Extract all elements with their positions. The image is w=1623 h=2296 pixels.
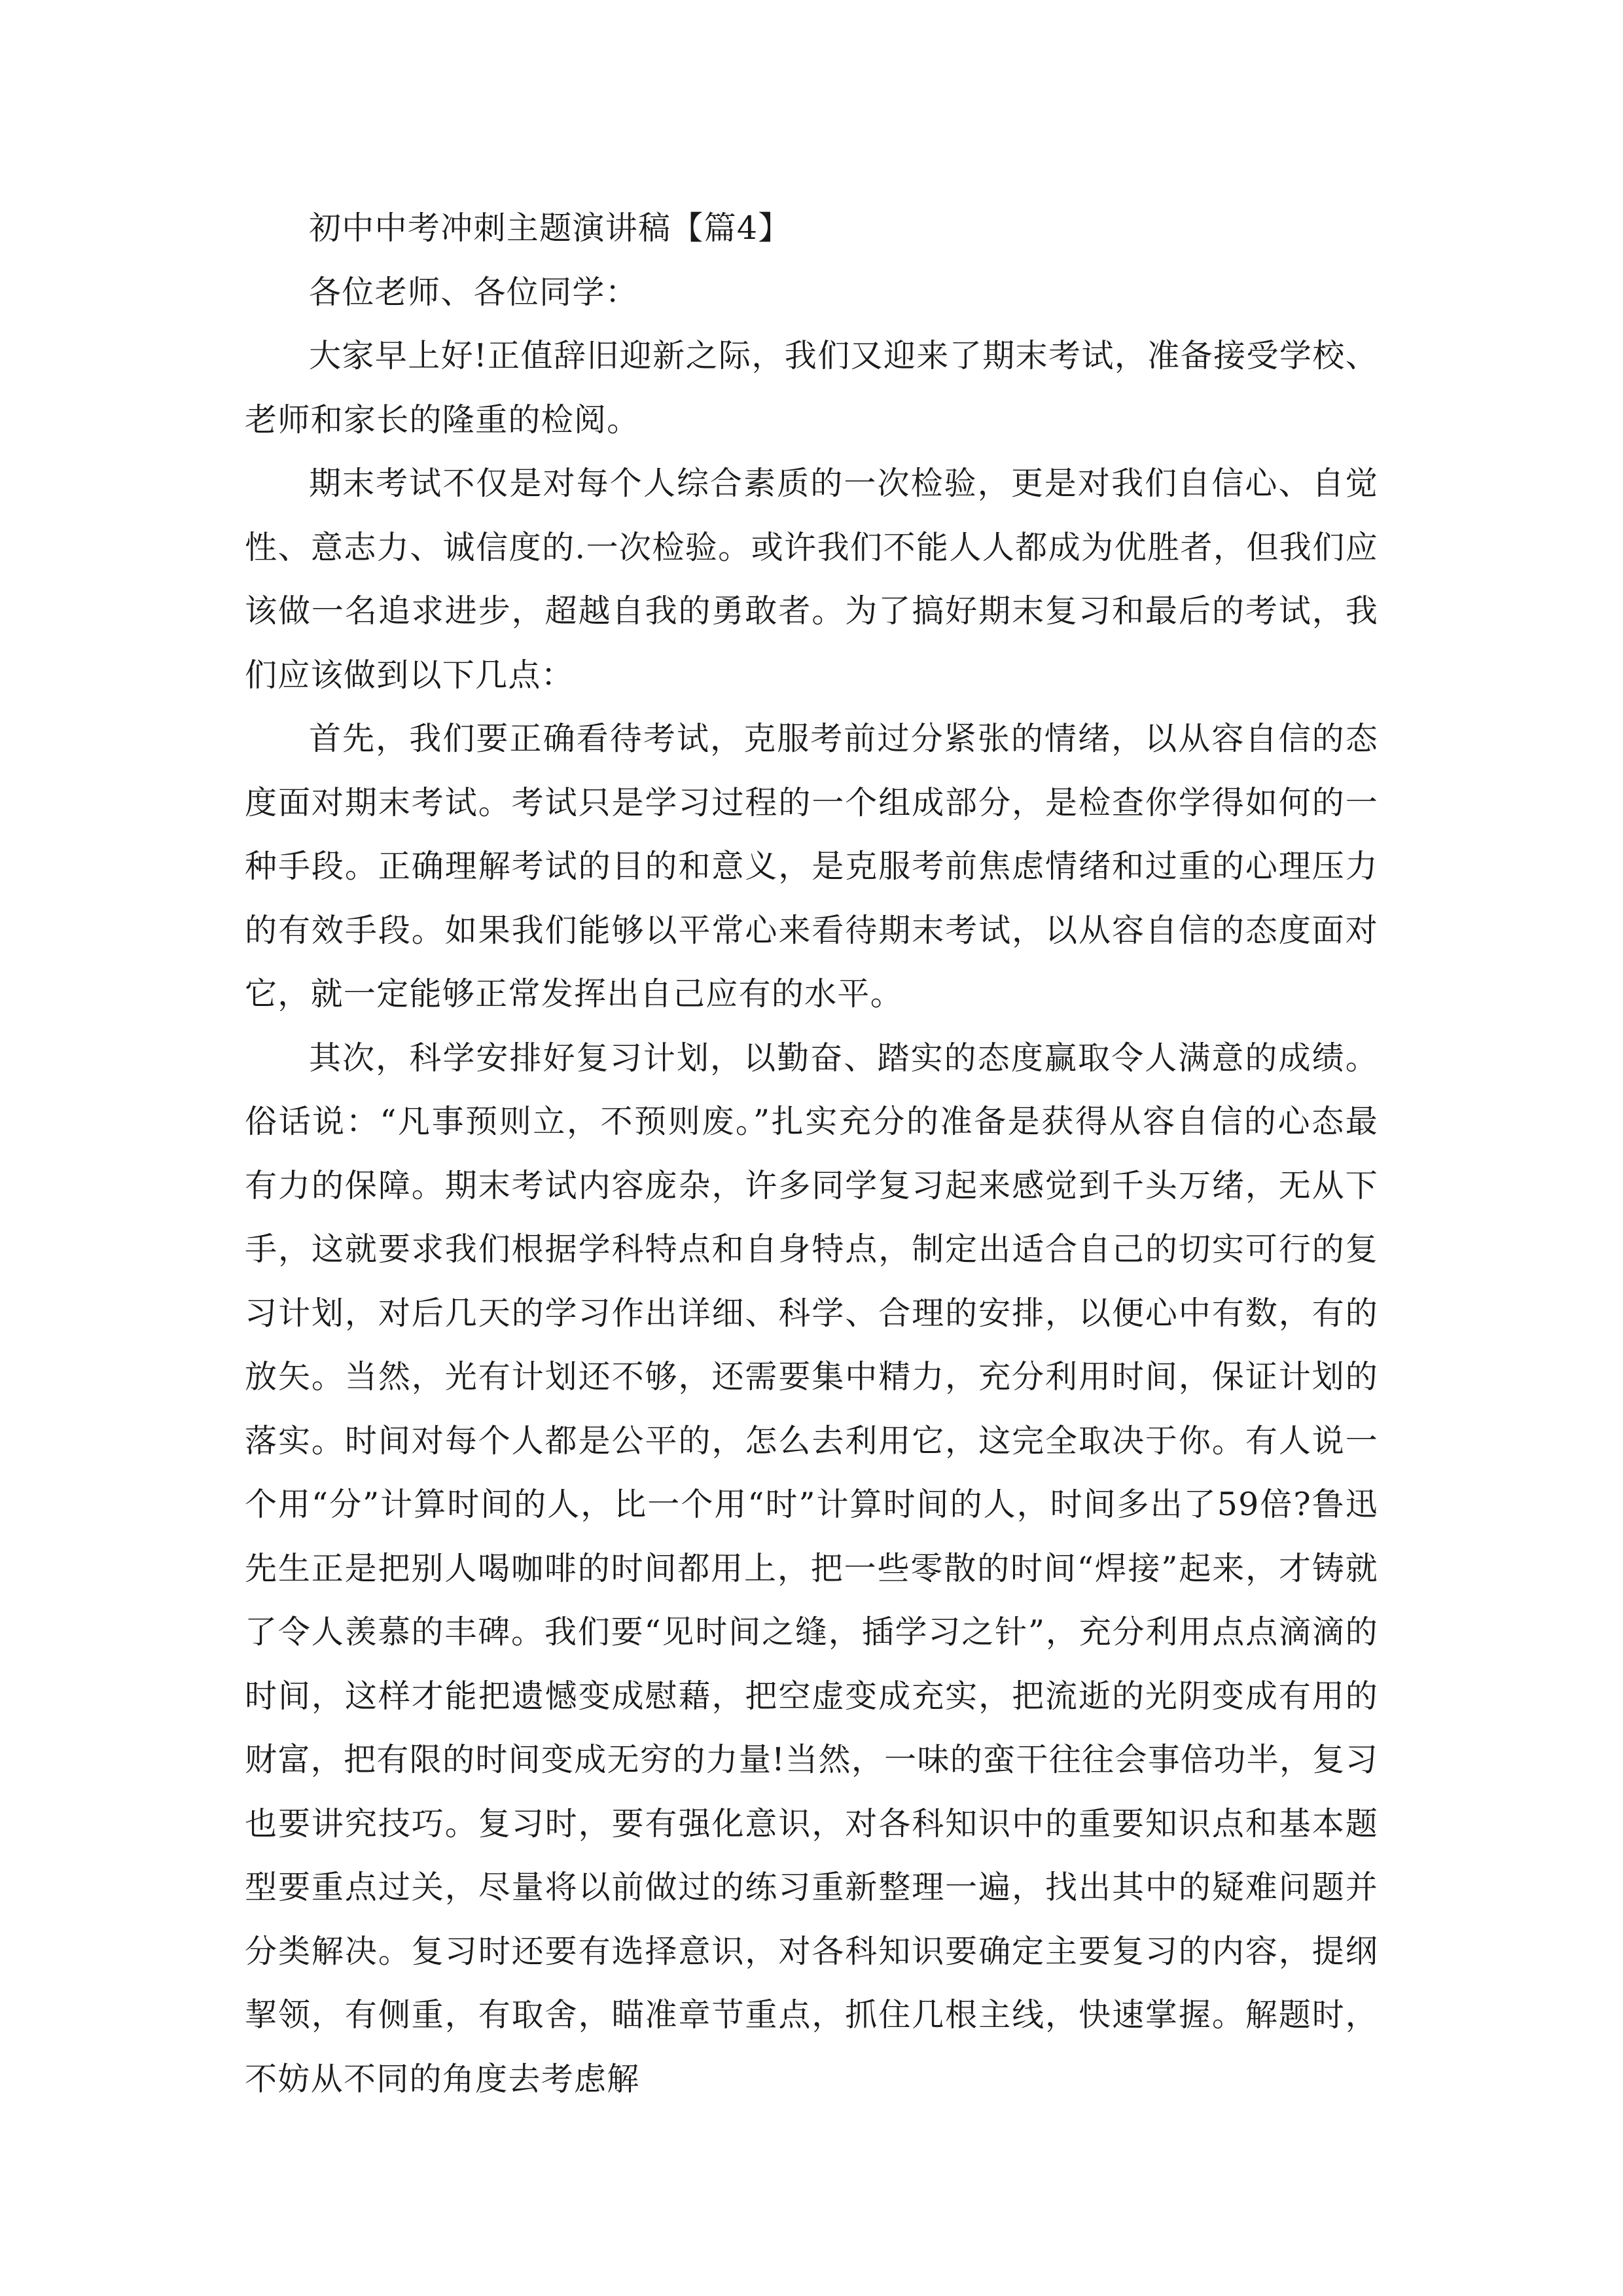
paragraph-first-point: 首先，我们要正确看待考试，克服考前过分紧张的情绪，以从容自信的态度面对期末考试。考试只是学习过程的一个组成部分，是检查你学得如何的一种手段。正确理解考试的目的和意义，是克服考前焦虑情绪和过重的心理压力的有效手段。如果我们能够以平常心来看待期末考试，以从容自信的态度面对它，就一定能够正常发挥出自己应有的水平。 xyxy=(245,720,1378,1013)
paragraph-greeting: 大家早上好!正值辞旧迎新之际，我们又迎来了期末考试，准备接受学校、老师和家长的隆重的检阅。 xyxy=(245,337,1378,439)
document-title: 初中中考冲刺主题演讲稿【篇4】 xyxy=(309,209,791,247)
paragraph-exam-significance: 期末考试不仅是对每个人综合素质的一次检验，更是对我们自信心、自觉性、意志力、诚信度的.一次检验。或许我们不能人人都成为优胜者，但我们应该做一名追求进步，超越自我的勇敢者。为了搞好期末复习和最后的考试，我们应该做到以下几点： xyxy=(245,465,1378,694)
paragraph-second-point: 其次，科学安排好复习计划，以勤奋、踏实的态度赢取令人满意的成绩。俗话说：“凡事预则立，不预则废。”扎实充分的准备是获得从容自信的心态最有力的保障。期末考试内容庞杂，许多同学复习起来感觉到千头万绪，无从下手，这就要求我们根据学科特点和自身特点，制定出适合自己的切实可行的复习计划，对后几天的学习作出详细、科学、合理的安排，以便心中有数，有的放矢。当然，光有计划还不够，还需要集中精力，充分利用时间，保证计划的落实。时间对每个人都是公平的，怎么去利用它，这完全取决于你。有人说一个用“分”计算时间的人，比一个用“时”计算时间的人，时间多出了59倍?鲁迅先生正是把别人喝咖啡的时间都用上，把一些零散的时间“焊接”起来，才铸就了令人羡慕的丰碑。我们要“见时间之缝，插学习之针”，充分利用点点滴滴的时间，这样才能把遗憾变成慰藉，把空虚变成充实，把流逝的光阴变成有用的财富，把有限的时间变成无穷的力量!当然，一味的蛮干往往会事倍功半，复习也要讲究技巧。复习时，要有强化意识，对各科知识中的重要知识点和基本题型要重点过关，尽量将以前做过的练习重新整理一遍，找出其中的疑难问题并分类解决。复习时还要有选择意识，对各科知识要确定主要复习的内容，提纲挈领，有侧重，有取舍，瞄准章节重点，抓住几根主线，快速掌握。解题时，不妨从不同的角度去考虑解 xyxy=(245,1039,1378,2098)
salutation: 各位老师、各位同学： xyxy=(309,273,639,311)
document-body xyxy=(245,196,1378,2111)
